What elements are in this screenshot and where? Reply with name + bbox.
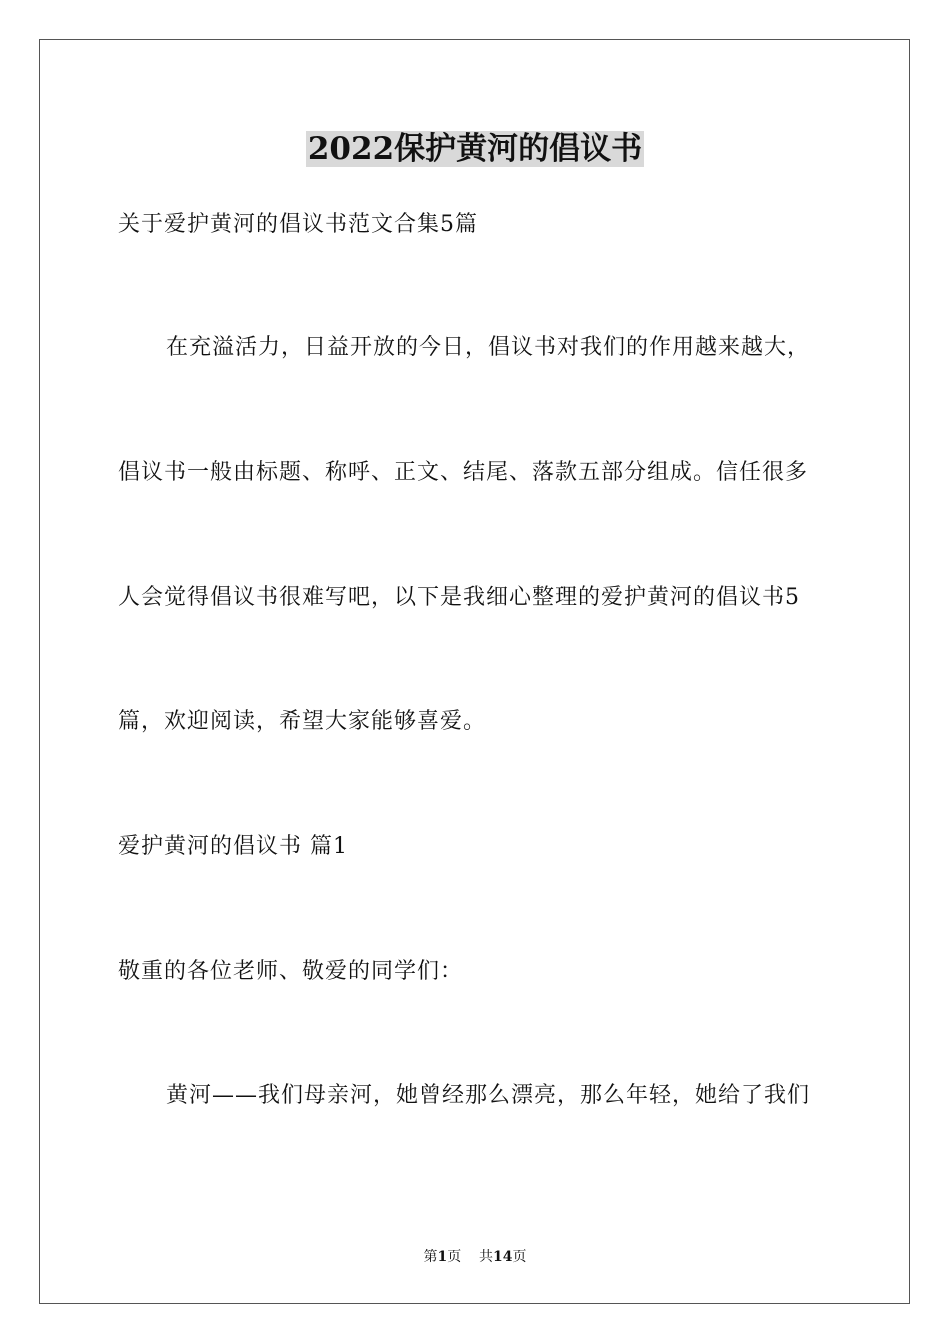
paragraph-line-3: 人会觉得倡议书很难写吧，以下是我细心整理的爱护黄河的倡议书5 <box>118 585 800 610</box>
page-footer <box>0 1247 950 1267</box>
section-heading: 爱护黄河的倡议书 篇1 <box>118 834 348 859</box>
paragraph-line-1: 在充溢活力，日益开放的今日，倡议书对我们的作用越来越大， <box>166 335 811 360</box>
footer-page-suffix: 页 <box>447 1249 462 1265</box>
paragraph-line-4: 篇，欢迎阅读，希望大家能够喜爱。 <box>118 709 487 734</box>
document-title <box>0 127 950 171</box>
body-line: 黄河——我们母亲河，她曾经那么漂亮，那么年轻，她给了我们 <box>166 1083 811 1108</box>
footer-page-number: 1 <box>437 1249 448 1265</box>
footer-total-suffix: 页 <box>512 1249 527 1265</box>
document-subtitle: 关于爱护黄河的倡议书范文合集5篇 <box>118 212 478 237</box>
document-title-text: 2022保护黄河的倡议书 <box>307 131 643 167</box>
footer-page-prefix: 第 <box>423 1249 438 1265</box>
paragraph-line-2: 倡议书一般由标题、称呼、正文、结尾、落款五部分组成。信任很多 <box>118 460 809 485</box>
salutation: 敬重的各位老师、敬爱的同学们： <box>118 959 464 984</box>
footer-total-pages: 14 <box>493 1249 513 1265</box>
footer-total-prefix: 共 <box>479 1249 494 1265</box>
